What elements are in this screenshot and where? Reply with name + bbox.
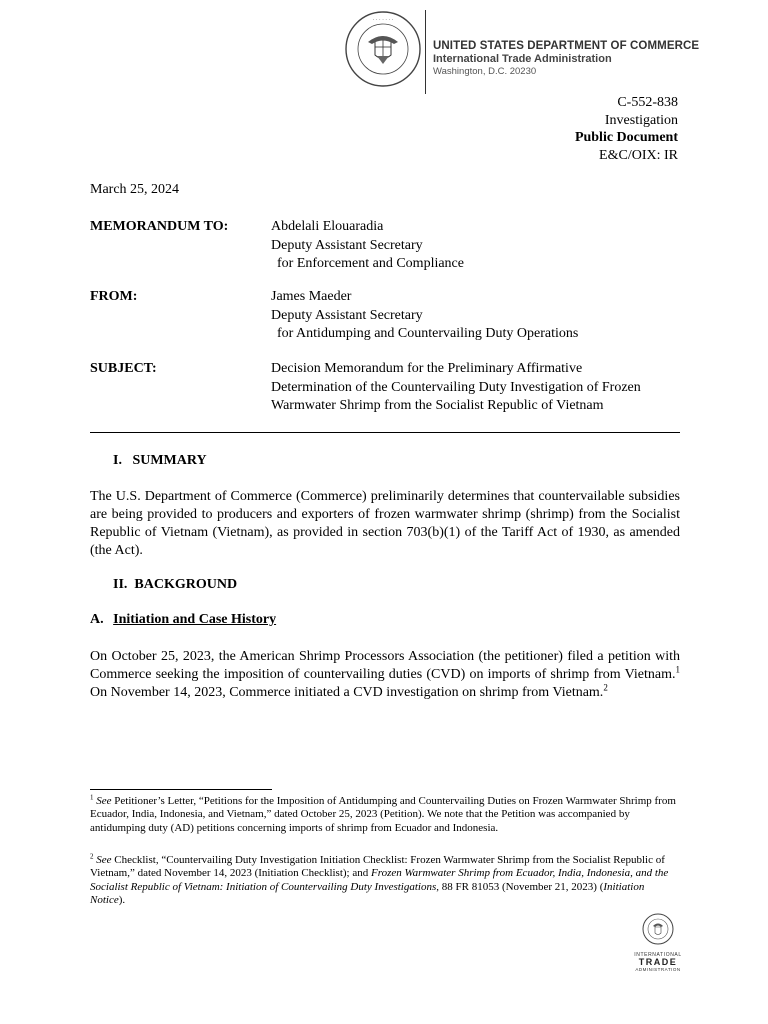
case-number: C-552-838 bbox=[617, 95, 678, 110]
background-heading: II. BACKGROUND bbox=[113, 577, 238, 592]
subsection-a-heading bbox=[90, 612, 276, 628]
letterhead-divider bbox=[425, 10, 426, 94]
to-title-2: for Enforcement and Compliance bbox=[277, 256, 464, 271]
footnote-1-see: See bbox=[96, 795, 112, 807]
summary-paragraph: The U.S. Department of Commerce (Commerce) preliminarily determines that countervailable subsidies are being provided to producers and exporters of frozen warmwater shrimp (shrimp) from the Socialist Republic of Vietnam (Vietnam), as provided in section 703(b)(1) of the Tariff Act of 1930, as amended (the Act). bbox=[90, 489, 680, 558]
subsection-a-label: A. bbox=[90, 612, 104, 627]
footnote-2-italic-2: Initiation Notice bbox=[90, 880, 645, 907]
to-name: Abdelali Elouaradia bbox=[271, 219, 384, 234]
footnote-2-text-a: Checklist, “Countervailing Duty Investigation Initiation Checklist: Frozen Warmwater Shrimp from the Socialist Republic of Vietnam,” dated November 14, 2023 (Initiation Checklist); and bbox=[90, 854, 665, 880]
ita-logo-line-1: INTERNATIONAL bbox=[634, 952, 682, 958]
subsection-a-title: Initiation and Case History bbox=[113, 612, 277, 627]
from-title-2: for Antidumping and Countervailing Duty Operations bbox=[277, 326, 579, 341]
document-classification: Public Document bbox=[574, 130, 678, 145]
footnote-1 bbox=[90, 795, 678, 835]
subject-line-3: Warmwater Shrimp from the Socialist Republic of Vietnam bbox=[271, 398, 604, 413]
memo-subject-label: SUBJECT: bbox=[90, 361, 157, 376]
ita-logo-line-3: ADMINISTRATION bbox=[635, 967, 681, 972]
ita-logo-line-2: TRADE bbox=[638, 957, 678, 967]
footnote-2-number: 2 bbox=[90, 852, 94, 861]
footnote-2 bbox=[90, 854, 678, 908]
memo-subject-block bbox=[271, 360, 641, 416]
svg-text:· · · · · · ·: · · · · · · · bbox=[372, 17, 394, 23]
ita-seal-icon bbox=[642, 913, 674, 945]
memo-to-block bbox=[271, 218, 464, 274]
office-code: E&C/OIX: IR bbox=[599, 147, 678, 163]
case-type: Investigation bbox=[604, 112, 678, 128]
initiation-text-2: On November 14, 2023, Commerce initiated a CVD investigation on shrimp from Vietnam. bbox=[90, 667, 687, 700]
memo-from-label: FROM: bbox=[90, 289, 138, 304]
footnote-2-text-b: , 88 FR 81053 (November 21, 2023) ( bbox=[436, 880, 604, 893]
footnote-1-text: Petitioner’s Letter, “Petitions for the Imposition of Antidumping and Countervailing Duties on Frozen Warmwater Shrimp from Ecuador, India, Indonesia, and Vietnam,” dated October 25, 2023 (Petition). We note that the Petition was accompanied by antidumping duty (AD) petitions concerning imports of shrimp from Ecuador and Indonesia. bbox=[90, 795, 676, 834]
footnote-1-number: 1 bbox=[90, 793, 94, 802]
letterhead bbox=[433, 40, 699, 77]
footnote-2-italic-title: Frozen Warmwater Shrimp from Ecuador, India, Indonesia, and the Socialist Republic of Vietnam: Initiation of Countervailing Duty Investigations bbox=[90, 867, 669, 893]
initiation-paragraph bbox=[90, 648, 687, 702]
subject-line-2: Determination of the Countervailing Duty Investigation of Frozen bbox=[271, 379, 641, 395]
commerce-seal-logo bbox=[344, 10, 422, 88]
to-title: Deputy Assistant Secretary bbox=[271, 237, 423, 253]
ita-footer-logo bbox=[634, 913, 682, 972]
footnote-ref-1[interactable]: 1 bbox=[675, 664, 680, 675]
footnote-ref-2[interactable]: 2 bbox=[603, 682, 608, 693]
department-name: UNITED STATES DEPARTMENT OF COMMERCE bbox=[433, 40, 700, 52]
from-title: Deputy Assistant Secretary bbox=[271, 307, 423, 323]
agency-address: Washington, D.C. 20230 bbox=[433, 66, 537, 77]
subject-line-1: Decision Memorandum for the Preliminary Affirmative bbox=[271, 361, 583, 376]
footnote-2-see: See bbox=[96, 854, 112, 866]
memo-date: March 25, 2024 bbox=[90, 182, 180, 197]
agency-name: International Trade Administration bbox=[433, 53, 612, 65]
case-info-block bbox=[575, 94, 678, 164]
header-divider bbox=[90, 432, 680, 433]
initiation-text-1: On October 25, 2023, the American Shrimp Processors Association (the petitioner) filed a petition with Commerce seeking the imposition of countervailing duties (CVD) on imports of shrimp from Vietnam. bbox=[90, 649, 684, 682]
memo-from-block bbox=[271, 288, 578, 344]
footnote-2-text-c: ). bbox=[118, 894, 126, 907]
footnote-divider bbox=[90, 789, 272, 790]
from-name: James Maeder bbox=[271, 289, 352, 304]
summary-heading: I. SUMMARY bbox=[113, 453, 207, 468]
memo-to-label: MEMORANDUM TO: bbox=[90, 219, 229, 234]
